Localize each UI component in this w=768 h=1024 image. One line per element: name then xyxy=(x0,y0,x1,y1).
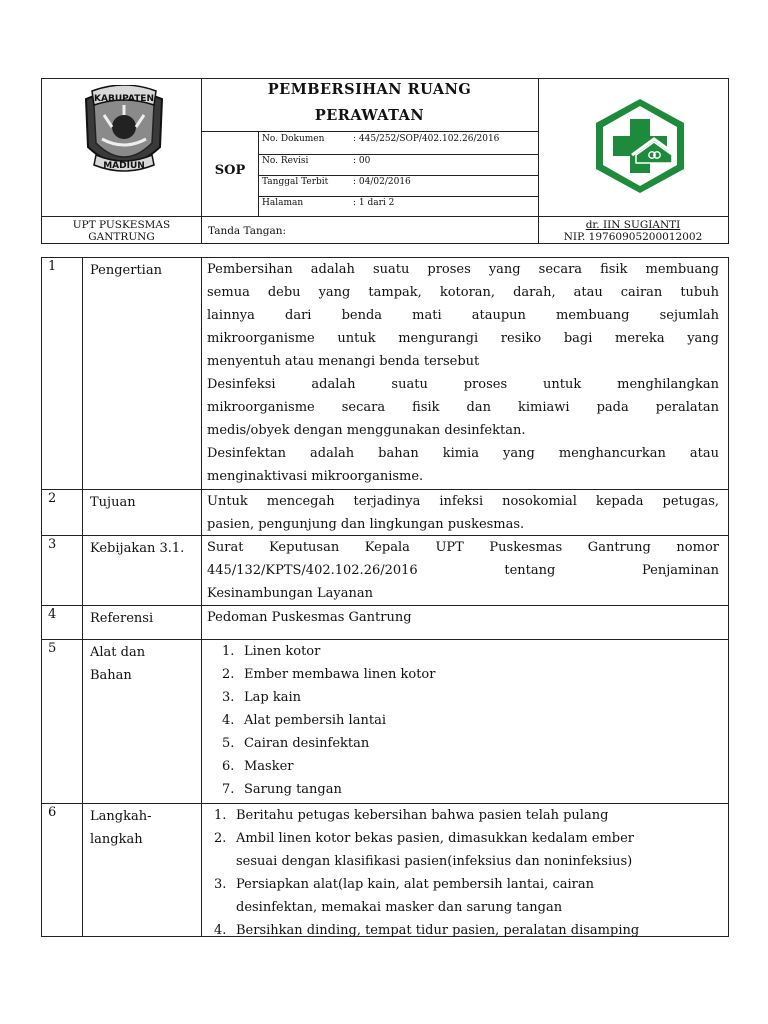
row-content: Pedoman Puskesmas Gantrung xyxy=(207,610,412,625)
logo-text-bottom: MADIUN xyxy=(103,161,145,171)
tools-list xyxy=(207,640,719,801)
meta-value-issue-date: : 04/02/2016 xyxy=(353,177,411,187)
row-label: Pengertian xyxy=(83,258,202,489)
list-item: 2. Ember membawa linen kotor xyxy=(222,667,436,682)
table-row-tujuan xyxy=(42,490,728,536)
table-row-pengertian xyxy=(42,258,728,490)
row-number: 3 xyxy=(42,536,83,605)
meta-value-page: : 1 dari 2 xyxy=(353,198,395,208)
meta-key-revision: No. Revisi xyxy=(262,156,309,166)
table-row-kebijakan xyxy=(42,536,728,606)
row-number: 4 xyxy=(42,606,83,639)
row-label: Kebijakan 3.1. xyxy=(83,536,202,605)
signer-name: dr. IIN SUGIANTI xyxy=(585,219,681,231)
row-content: Untuk mencegah terjadinya infeksi nosokomial kepada petugas, pasien, pengunjung dan lingkungan puskesmas. xyxy=(207,494,719,532)
list-item: 2. Ambil linen kotor bekas pasien, dimasukkan kedalam ember xyxy=(214,831,635,846)
table-row-langkah xyxy=(42,804,728,936)
list-item: 1. Beritahu petugas kebersihan bahwa pasien telah pulang xyxy=(214,808,609,823)
document-title-line2: PERAWATAN xyxy=(314,107,425,124)
row-number: 5 xyxy=(42,640,83,803)
signer-nip: NIP. 19760905200012002 xyxy=(563,231,703,243)
row-content: Surat Keputusan Kepala UPT Puskesmas Gantrung nomor 445/132/KPTS/402.102.26/2016 tentang Penjaminan Kesinambungan Layanan xyxy=(207,540,719,601)
row-number: 1 xyxy=(42,258,83,489)
document-title-line1: PEMBERSIHAN RUANG xyxy=(267,81,472,98)
kabupaten-madiun-logo xyxy=(74,85,174,181)
row-number: 2 xyxy=(42,490,83,535)
meta-key-page: Halaman xyxy=(262,198,304,208)
meta-value-document-no: : 445/252/SOP/402.102.26/2016 xyxy=(353,134,500,144)
meta-value-revision: : 00 xyxy=(353,156,371,166)
meta-key-document-no: No. Dokumen xyxy=(262,134,325,144)
list-item: 1. Linen kotor xyxy=(222,644,321,659)
table-row-alat-bahan xyxy=(42,640,728,804)
signature-label: Tanda Tangan: xyxy=(208,225,287,237)
list-item: 7. Sarung tangan xyxy=(222,782,342,797)
row-label: Langkah- langkah xyxy=(83,804,202,936)
sop-content-table xyxy=(41,257,729,937)
list-item: 5. Cairan desinfektan xyxy=(222,736,370,751)
org-name: UPT PUSKESMAS GANTRUNG xyxy=(72,219,171,243)
sop-label: SOP xyxy=(214,163,246,178)
row-number: 6 xyxy=(42,804,83,936)
list-item: 3. Persiapkan alat(lap kain, alat pembersih lantai, cairan xyxy=(214,877,594,892)
list-item: 3. Lap kain xyxy=(222,690,301,705)
steps-list: 1. Beritahu petugas kebersihan bahwa pasien telah pulang 2. Ambil linen kotor bekas pasien, dimasukkan kedalam ember sesuai dengan klasifikasi pasien(infeksius dan noninfeksius) 3. Persiapkan alat(lap kain, alat pembersih lantai, cairan desinfektan, memakai masker dan sarung tangan 4. Bersihkan dinding, tempat tidur pasien, peralatan disamping xyxy=(207,804,719,942)
puskesmas-logo xyxy=(592,97,688,195)
row-label: Tujuan xyxy=(83,490,202,535)
list-item: 4. Bersihkan dinding, tempat tidur pasien, peralatan disamping xyxy=(214,923,640,938)
logo-text-top: KABUPATEN xyxy=(94,94,154,104)
meta-key-issue-date: Tanggal Terbit xyxy=(262,177,329,187)
row-label: Referensi xyxy=(83,606,202,639)
signer-block xyxy=(538,219,728,243)
row-content: Pembersihan adalah suatu proses yang secara fisik membuang semua debu yang tampak, kotoran, darah, atau cairan tubuh lainnya dari benda mati ataupun membuang sejumlah mikroorganisme untuk mengurangi resiko bagi mereka yang menyentuh atau menangi benda tersebut Desinfeksi adalah suatu proses untuk menghilangkan mikroorganisme secara fisik dan kimiawi pada peralatan medis/obyek dengan menggunakan desinfektan. Desinfektan adalah bahan kimia yang menghancurkan atau menginaktivasi mikroorganisme. xyxy=(207,262,719,484)
sop-header xyxy=(41,78,729,244)
list-item: 6. Masker xyxy=(222,759,294,774)
list-item: 4. Alat pembersih lantai xyxy=(222,713,386,728)
row-label: Alat dan Bahan xyxy=(83,640,202,803)
table-row-referensi xyxy=(42,606,728,640)
